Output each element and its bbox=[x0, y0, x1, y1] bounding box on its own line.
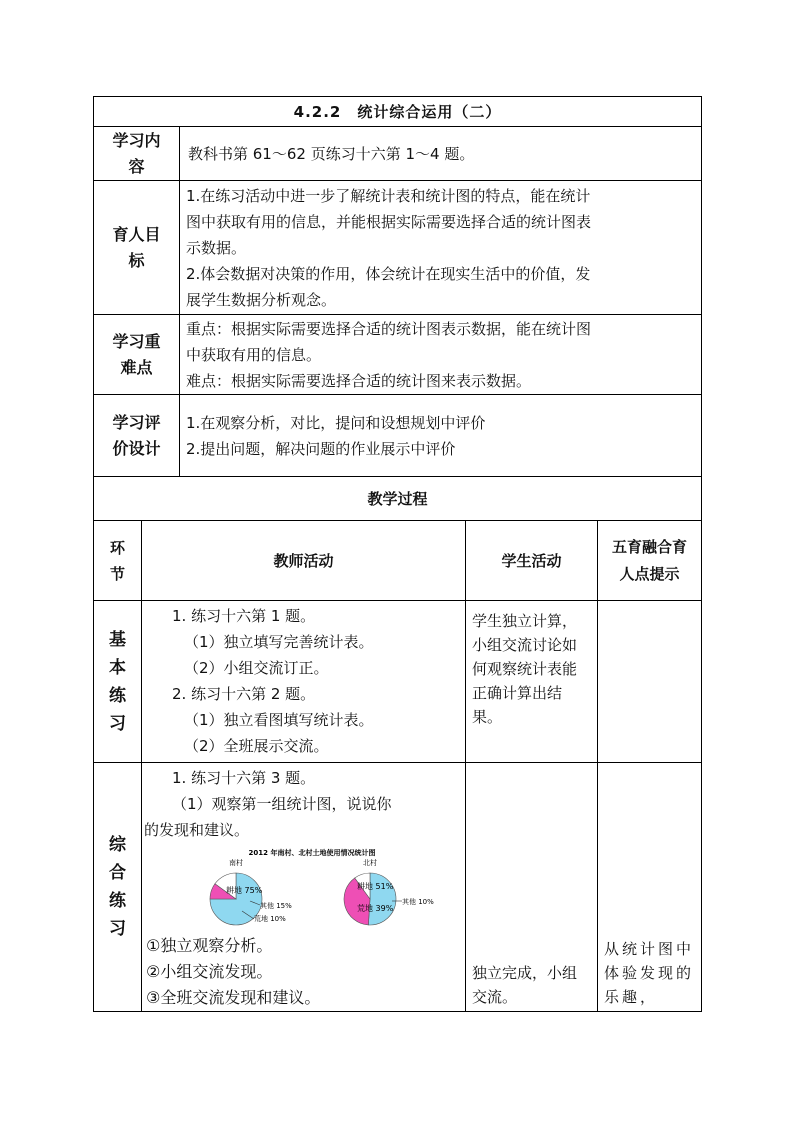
pie-title-south: 南村 bbox=[229, 859, 243, 867]
col-teacher-header: 教师活动 bbox=[142, 521, 466, 601]
land-use-pie-charts bbox=[182, 847, 442, 933]
north-other-label: 其他 10% bbox=[402, 898, 434, 906]
south-other-label: 其他 15% bbox=[260, 902, 292, 910]
document-title: 4.2.2 统计综合运用（二） bbox=[94, 97, 702, 127]
process-title: 教学过程 bbox=[94, 477, 702, 521]
basic-teacher-activity: 1. 练习十六第 1 题。 （1）独立填写完善统计表。 （2）小组交流订正。 2. 练习十六第 2 题。 （1）独立看图填写统计表。 （2）全班展示交流。 bbox=[142, 601, 466, 763]
basic-student-activity: 学生独立计算，小组交流讨论如何观察统计表能正确计算出结果。 bbox=[466, 601, 598, 763]
comprehensive-tips: 从统计图中体验发现的乐趣， bbox=[598, 763, 702, 1012]
lesson-plan-table bbox=[93, 96, 702, 1012]
content-label: 学习内容 bbox=[94, 127, 180, 181]
keypoints-text: 重点：根据实际需要选择合适的统计图表示数据，能在统计图 中获取有用的信息。 难点：根据实际需要选择合适的统计图来表示数据。 bbox=[180, 315, 702, 395]
comprehensive-stage-label: 综 合 练 习 bbox=[94, 763, 142, 1012]
goals-label: 育人目标 bbox=[94, 181, 180, 315]
content-text: 教科书第 61～62 页练习十六第 1～4 题。 bbox=[180, 127, 702, 181]
evaluation-text: 1.在观察分析，对比，提问和设想规划中评价 2.提出问题，解决问题的作业展示中评价 bbox=[180, 395, 702, 477]
col-tips-header: 五育融合育人点提示 bbox=[598, 521, 702, 601]
pie-slice-耕地 bbox=[368, 873, 396, 925]
north-farm-label: 耕地 51% bbox=[357, 882, 394, 891]
evaluation-label: 学习评价设计 bbox=[94, 395, 180, 477]
pie-title-north: 北村 bbox=[363, 859, 377, 867]
basic-tips bbox=[598, 601, 702, 763]
chart-caption: 2012 年南村、北村土地使用情况统计图 bbox=[248, 849, 376, 857]
goals-text: 1.在练习活动中进一步了解统计表和统计图的特点，能在统计 图中获取有用的信息，并能根据实际需要选择合适的统计图表 示数据。 2.体会数据对决策的作用，体会统计在现实生活中的价值，发 展学生数据分析观念。 bbox=[180, 181, 702, 315]
comprehensive-teacher-activity: 1. 练习十六第 3 题。 （1）观察第一组统计图，说说你 的发现和建议。 2012 年南村、北村土地使用情况统计图 南村 北村 耕地 75% 其他 15% 荒地 10% 耕地 51% 荒地 39% 其他 10% ①独立观察分析。 ②小组交流发现。 ③全班交流发现和建议。 bbox=[142, 763, 466, 1012]
lesson-plan-document bbox=[93, 96, 701, 1012]
basic-stage-label: 基 本 练 习 bbox=[94, 601, 142, 763]
south-farm-label: 耕地 75% bbox=[226, 886, 263, 895]
keypoints-label: 学习重难点 bbox=[94, 315, 180, 395]
south-waste-label: 荒地 10% bbox=[254, 915, 286, 923]
north-waste-label: 荒地 39% bbox=[357, 904, 394, 913]
col-student-header: 学生活动 bbox=[466, 521, 598, 601]
comprehensive-student-activity: 独立完成，小组交流。 bbox=[466, 763, 598, 1012]
col-stage-header: 环节 bbox=[94, 521, 142, 601]
